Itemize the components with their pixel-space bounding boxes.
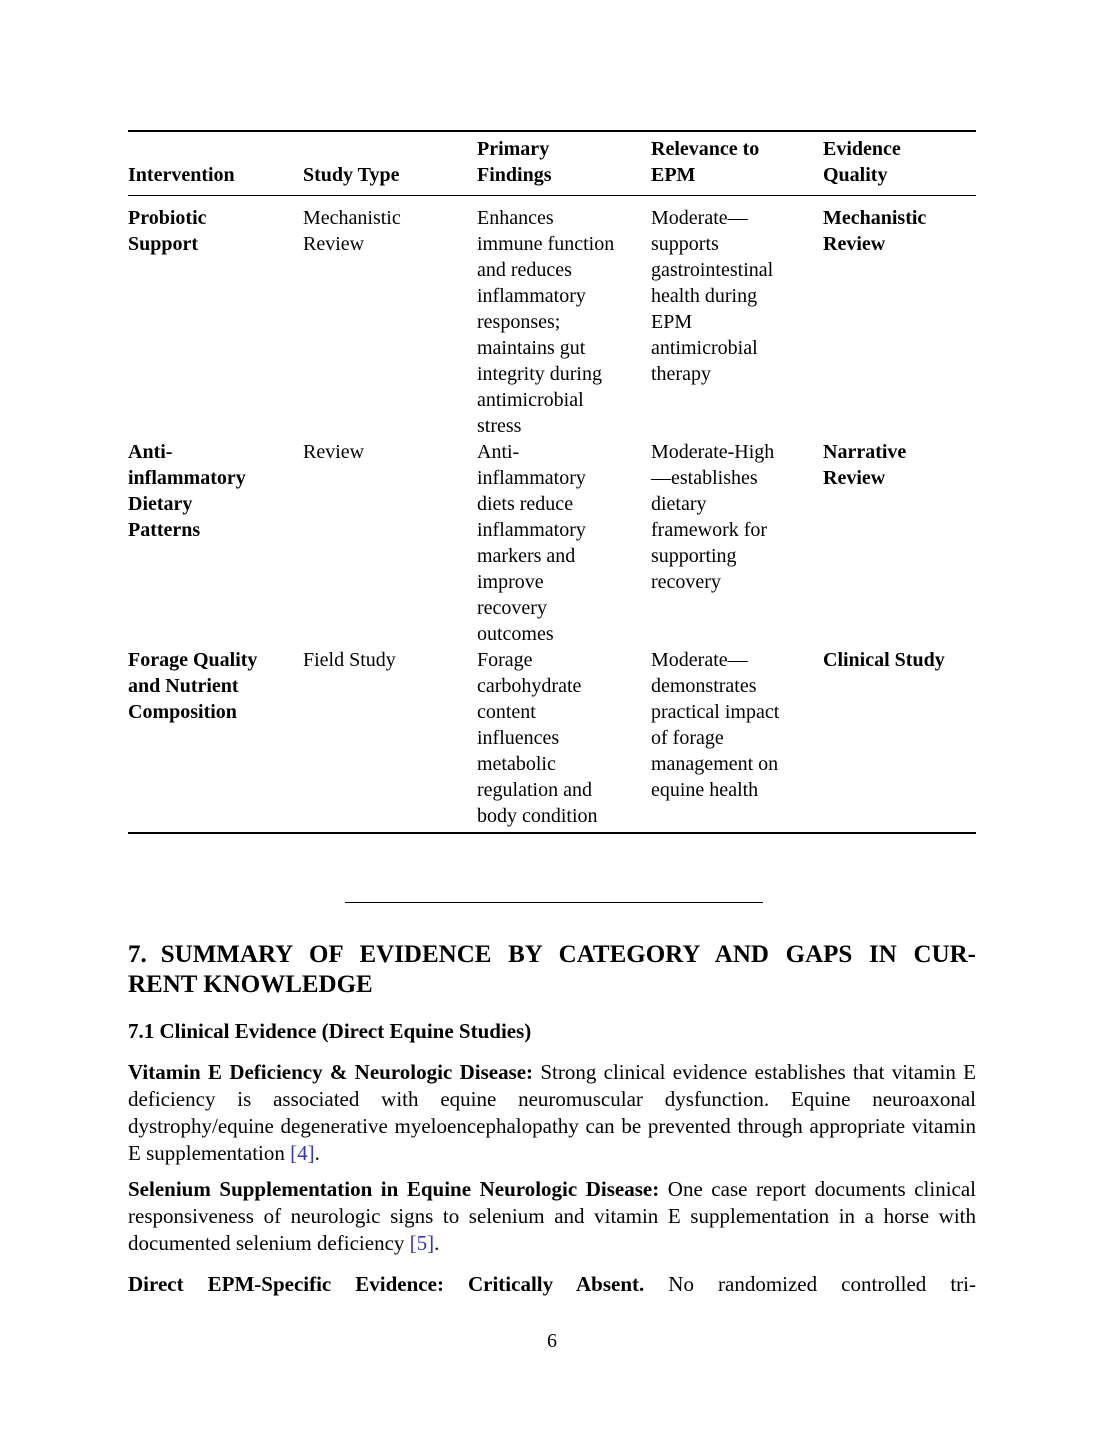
- section-heading-line2: RENT KNOWLEDGE: [128, 971, 373, 998]
- cell-intervention: Forage Quality and Nutrient Composition: [128, 649, 258, 723]
- cell-primary-findings: Forage carbohydrate content influences metabolic regulation and body condition: [477, 649, 598, 827]
- cell-study-type: Field Study: [303, 649, 396, 671]
- evidence-table-container: [128, 130, 976, 834]
- paragraph-tail: .: [434, 1231, 440, 1255]
- paragraph-body: One case report documents clinical responsiveness of neurologic signs to selenium and vitamin E supplementation in a horse with documented selenium deficiency: [128, 1177, 977, 1255]
- section-heading-text: SUMMARY OF EVIDENCE BY CATEGORY AND GAPS IN CUR-: [160, 941, 976, 968]
- column-header-evidence-quality: Evidence Quality: [823, 131, 976, 196]
- paragraph-vitamin-e: [128, 1059, 976, 1167]
- column-header-study-type: Study Type: [303, 131, 477, 196]
- cell-relevance-epm: Moderate—demonstrates practical impact of forage management on equine health: [651, 649, 780, 801]
- table-row: [128, 439, 976, 647]
- column-header-intervention: Intervention: [128, 131, 303, 196]
- paragraph-selenium: [128, 1176, 976, 1257]
- paragraph-lead: Vitamin E Deficiency & Neurologic Disease:: [128, 1060, 534, 1084]
- cell-study-type: Review: [303, 441, 365, 463]
- cell-evidence-quality: Clinical Study: [823, 649, 945, 671]
- section-heading: [128, 940, 976, 1000]
- section-heading-line1: [128, 940, 976, 970]
- paragraph-body: No randomized controlled tri-: [644, 1272, 976, 1296]
- column-header-primary-findings: Primary Findings: [477, 131, 651, 196]
- paragraph-tail: .: [314, 1141, 320, 1165]
- page-number: 6: [547, 1330, 557, 1352]
- paragraph-lead: Direct EPM-Specific Evidence: Critically Absent.: [128, 1272, 645, 1296]
- evidence-table: [128, 130, 976, 834]
- cell-study-type: Mechanistic Review: [303, 207, 401, 255]
- cell-evidence-quality: Narrative Review: [823, 441, 907, 489]
- section-number: 7.: [128, 941, 147, 968]
- section-separator-rule: [345, 902, 763, 903]
- cell-intervention: Probiotic Support: [128, 207, 207, 255]
- table-row: [128, 196, 976, 440]
- citation-link-4[interactable]: [4]: [290, 1141, 315, 1165]
- citation-link-5[interactable]: [5]: [409, 1231, 435, 1255]
- paragraph-body: Strong clinical evidence establishes that vitamin E deficiency is associated with equine neuromuscular dysfunction. Equine neuroaxonal dystrophy/equine degenerative myeloencephalopathy can be prevented through appropriate vitamin E supplementation: [128, 1060, 976, 1165]
- cell-relevance-epm: Moderate—supports gastrointestinal health during EPM antimicrobial therapy: [651, 207, 774, 385]
- table-header-row: [128, 131, 976, 196]
- cell-primary-findings: Enhances immune function and reduces inflammatory responses; maintains gut integrity during antimicrobial stress: [477, 207, 615, 437]
- subsection-heading: 7.1 Clinical Evidence (Direct Equine Studies): [128, 1019, 532, 1043]
- cell-evidence-quality: Mechanistic Review: [823, 207, 927, 255]
- column-header-relevance-epm: Relevance to EPM: [651, 131, 823, 196]
- paragraph-direct-epm: [128, 1271, 976, 1298]
- cell-intervention: Anti-inflammatory Dietary Patterns: [128, 441, 246, 541]
- table-row: [128, 647, 976, 833]
- paragraph-lead: Selenium Supplementation in Equine Neurologic Disease:: [128, 1177, 660, 1201]
- cell-primary-findings: Anti-inflammatory diets reduce inflammatory markers and improve recovery outcomes: [477, 441, 586, 645]
- cell-relevance-epm: Moderate-High—establishes dietary framework for supporting recovery: [651, 441, 775, 593]
